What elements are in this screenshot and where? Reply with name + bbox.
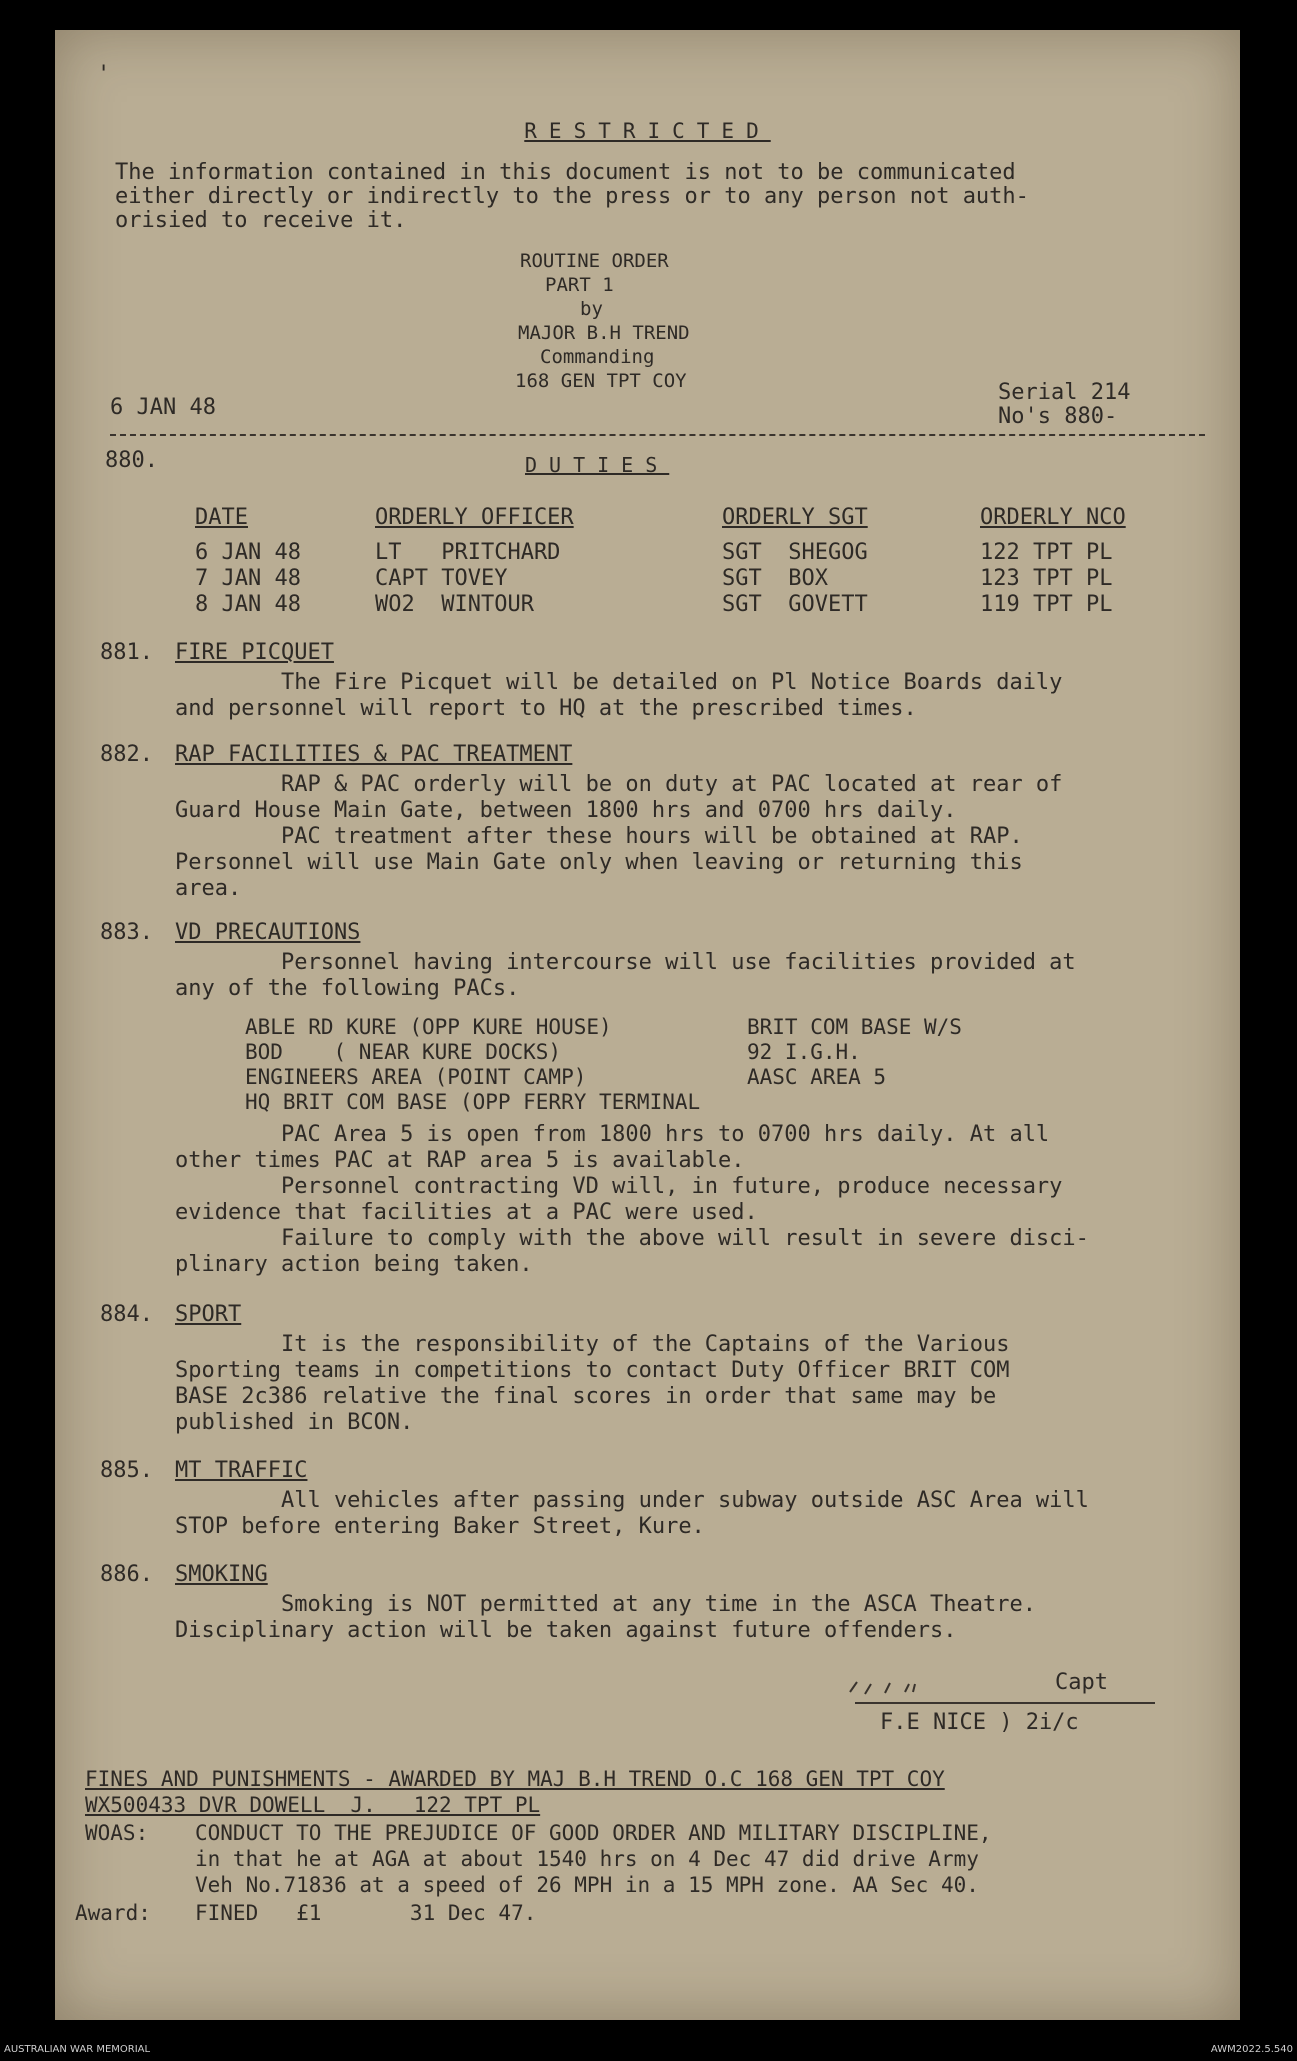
cell-officer: LT PRITCHARD (375, 540, 561, 565)
item-883-cont-line: Personnel contracting VD will, in future, produce necessary (175, 1174, 1063, 1199)
item-881-line: The Fire Picquet will be detailed on Pl Notice Boards daily (175, 670, 1063, 695)
item-883-cont-line: PAC Area 5 is open from 1800 hrs to 0700 hrs daily. At all (175, 1122, 1050, 1147)
col-date: DATE (195, 505, 248, 530)
fines-woas-line: Veh No.71836 at a speed of 26 MPH in a 15 MPH zone. AA Sec 40. (195, 1873, 979, 1897)
document-page (55, 30, 1240, 2020)
pac-right-item: BRIT COM BASE W/S (747, 1015, 962, 1039)
item-881-line: and personnel will report to HQ at the prescribed times. (175, 696, 917, 721)
item-883-cont-line: Failure to comply with the above will result in severe disci- (175, 1226, 1089, 1251)
item-885-number: 885. (100, 1458, 153, 1483)
item-886-title: SMOKING (175, 1562, 268, 1587)
item-882-line: Guard House Main Gate, between 1800 hrs and 0700 hrs daily. (175, 798, 957, 823)
signature-scribble (845, 1678, 965, 1698)
notice-line-2: either directly or indirectly to the press or to any person not auth- (115, 184, 1029, 209)
fines-woas-label: WOAS: (85, 1821, 149, 1845)
order-title-4: MAJOR B.H TREND (518, 322, 690, 344)
col-orderly-sgt: ORDERLY SGT (722, 505, 868, 530)
item-884-line: It is the responsibility of the Captains of the Various (175, 1332, 1010, 1357)
fines-heading: FINES AND PUNISHMENTS - AWARDED BY MAJ B.H TREND O.C 168 GEN TPT COY (85, 1767, 945, 1791)
item-883-line: Personnel having intercourse will use facilities provided at (175, 950, 1076, 975)
duties-header-row (55, 505, 1240, 533)
pac-left-item: ENGINEERS AREA (POINT CAMP) (245, 1065, 587, 1089)
cell-officer: CAPT TOVEY (375, 566, 508, 591)
duties-row (55, 592, 1240, 620)
signature-rule (855, 1702, 1155, 1704)
col-orderly-officer: ORDERLY OFFICER (375, 505, 574, 530)
item-882-number: 882. (100, 742, 153, 767)
signature-name: F.E NICE ) 2i/c (880, 1710, 1079, 1735)
cell-date: 8 JAN 48 (195, 592, 301, 617)
cell-sgt: SGT SHEGOG (722, 540, 868, 565)
cell-sgt: SGT GOVETT (722, 592, 868, 617)
signature-mark-icon (845, 1678, 965, 1698)
item-885-line: STOP before entering Baker Street, Kure. (175, 1514, 705, 1539)
item-886-line: Disciplinary action will be taken against future offenders. (175, 1618, 957, 1643)
item-884-title: SPORT (175, 1302, 242, 1327)
duties-row (55, 540, 1240, 568)
order-title-6: 168 GEN TPT COY (515, 370, 687, 392)
item-881-number: 881. (100, 640, 153, 665)
order-title-2: PART 1 (545, 274, 614, 296)
fines-soldier: WX500433 DVR DOWELL J. 122 TPT PL (85, 1793, 541, 1817)
item-883-line: any of the following PACs. (175, 976, 520, 1001)
serial-number: Serial 214 (998, 380, 1131, 405)
item-884-number: 884. (100, 1302, 153, 1327)
order-title-5: Commanding (540, 346, 655, 368)
corner-mark: ' (97, 62, 111, 87)
signature-rank: Capt (1055, 1670, 1108, 1695)
pac-left-item: HQ BRIT COM BASE (OPP FERRY TERMINAL (245, 1090, 701, 1114)
item-883-title: VD PRECAUTIONS (175, 920, 361, 945)
order-title-3: by (580, 298, 603, 320)
pac-right-item: 92 I.G.H. (747, 1040, 861, 1064)
fines-award-label: Award: (75, 1901, 151, 1925)
item-884-line: BASE 2c386 relative the final scores in order that same may be (175, 1384, 997, 1409)
item-885-line: All vehicles after passing under subway outside ASC Area will (175, 1488, 1089, 1513)
item-883-cont-line: plinary action being taken. (175, 1252, 533, 1277)
fines-award: FINED £1 31 Dec 47. (195, 1901, 537, 1925)
item-882-line: Personnel will use Main Gate only when leaving or returning this (175, 850, 1023, 875)
cell-sgt: SGT BOX (722, 566, 828, 591)
item-884-line: published in BCON. (175, 1410, 414, 1435)
order-title-1: ROUTINE ORDER (520, 250, 669, 272)
pac-left-item: BOD ( NEAR KURE DOCKS) (245, 1040, 562, 1064)
item-884-line: Sporting teams in competitions to contact Duty Officer BRIT COM (175, 1358, 1010, 1383)
classification-heading: RESTRICTED (524, 119, 771, 143)
fines-woas-line: CONDUCT TO THE PREJUDICE OF GOOD ORDER AND MILITARY DISCIPLINE, (195, 1821, 992, 1845)
order-numbers: No's 880- (998, 404, 1118, 429)
pac-right-item: AASC AREA 5 (747, 1065, 887, 1089)
archive-credit: AUSTRALIAN WAR MEMORIAL (4, 2044, 151, 2055)
order-date: 6 JAN 48 (110, 395, 216, 420)
cell-officer: WO2 WINTOUR (375, 592, 534, 617)
cell-nco: 122 TPT PL (980, 540, 1113, 565)
item-882-line: area. (175, 876, 242, 901)
item-886-number: 886. (100, 1562, 153, 1587)
cell-nco: 123 TPT PL (980, 566, 1113, 591)
duties-title: DUTIES (525, 453, 670, 477)
item-882-line: RAP & PAC orderly will be on duty at PAC located at rear of (175, 772, 1063, 797)
item-885-title: MT TRAFFIC (175, 1458, 308, 1483)
cell-nco: 119 TPT PL (980, 592, 1113, 617)
pac-left-item: ABLE RD KURE (OPP KURE HOUSE) (245, 1015, 612, 1039)
notice-line-3: orisied to receive it. (115, 208, 407, 233)
archive-reference: AWM2022.5.540 (1210, 2044, 1293, 2055)
item-883-cont-line: evidence that facilities at a PAC were used. (175, 1200, 758, 1225)
item-883-cont-line: other times PAC at RAP area 5 is available. (175, 1148, 745, 1173)
item-880-number: 880. (105, 448, 158, 473)
item-882-line: PAC treatment after these hours will be obtained at RAP. (175, 824, 1023, 849)
cell-date: 6 JAN 48 (195, 540, 301, 565)
item-882-title: RAP FACILITIES & PAC TREATMENT (175, 742, 573, 767)
item-886-line: Smoking is NOT permitted at any time in the ASCA Theatre. (175, 1592, 1036, 1617)
fines-woas-line: in that he at AGA at about 1540 hrs on 4 Dec 47 did drive Army (195, 1847, 979, 1871)
item-883-number: 883. (100, 920, 153, 945)
col-orderly-nco: ORDERLY NCO (980, 505, 1126, 530)
header-rule (110, 434, 1205, 436)
duties-row (55, 566, 1240, 594)
cell-date: 7 JAN 48 (195, 566, 301, 591)
item-881-title: FIRE PICQUET (175, 640, 334, 665)
notice-line-1: The information contained in this document is not to be communicated (115, 160, 1016, 185)
